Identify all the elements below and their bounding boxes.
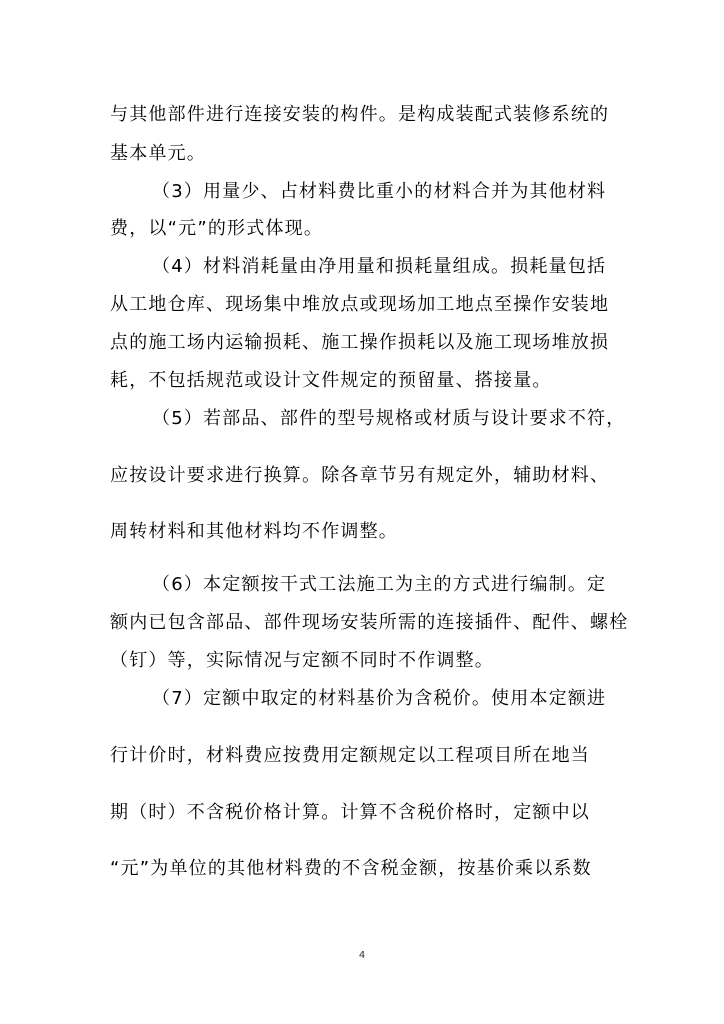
text-line: 耗，不包括规范或设计文件规定的预留量、搭接量。 xyxy=(110,370,552,391)
text-line: 基本单元。 xyxy=(110,143,206,164)
text-line: 从工地仓库、现场集中堆放点或现场加工地点至操作安装地 xyxy=(110,294,610,315)
page-number: 4 xyxy=(358,950,366,961)
text-line: 周转材料和其他材料均不作调整。 xyxy=(110,521,398,542)
text-line: 应按设计要求进行换算。除各章节另有规定外，辅助材料、 xyxy=(110,465,610,486)
text-line: 点的施工场内运输损耗、施工操作损耗以及施工现场堆放损 xyxy=(110,332,610,353)
text-line: 与其他部件进行连接安装的构件。是构成装配式装修系统的 xyxy=(110,104,610,125)
text-line: （7）定额中取定的材料基价为含税价。使用本定额进 xyxy=(152,688,607,709)
text-line: 行计价时，材料费应按费用定额规定以工程项目所在地当 xyxy=(110,745,590,766)
text-line: 额内已包含部品、部件现场安装所需的连接插件、配件、螺栓 xyxy=(110,612,629,633)
text-line: （钉）等，实际情况与定额不同时不作调整。 xyxy=(110,650,494,671)
text-line: “元”为单位的其他材料费的不含税金额，按基价乘以系数 xyxy=(110,858,592,879)
text-line: 期（时）不含税价格计算。计算不含税价格时，定额中以 xyxy=(110,802,590,823)
text-line: （4）材料消耗量由净用量和损耗量组成。损耗量包括 xyxy=(152,256,607,277)
text-line: 费，以“元”的形式体现。 xyxy=(110,218,324,239)
text-line: （5）若部品、部件的型号规格或材质与设计要求不符， xyxy=(152,408,626,429)
text-line: （6）本定额按干式工法施工为主的方式进行编制。定 xyxy=(152,574,607,595)
text-line: （3）用量少、占材料费比重小的材料合并为其他材料 xyxy=(152,181,607,202)
